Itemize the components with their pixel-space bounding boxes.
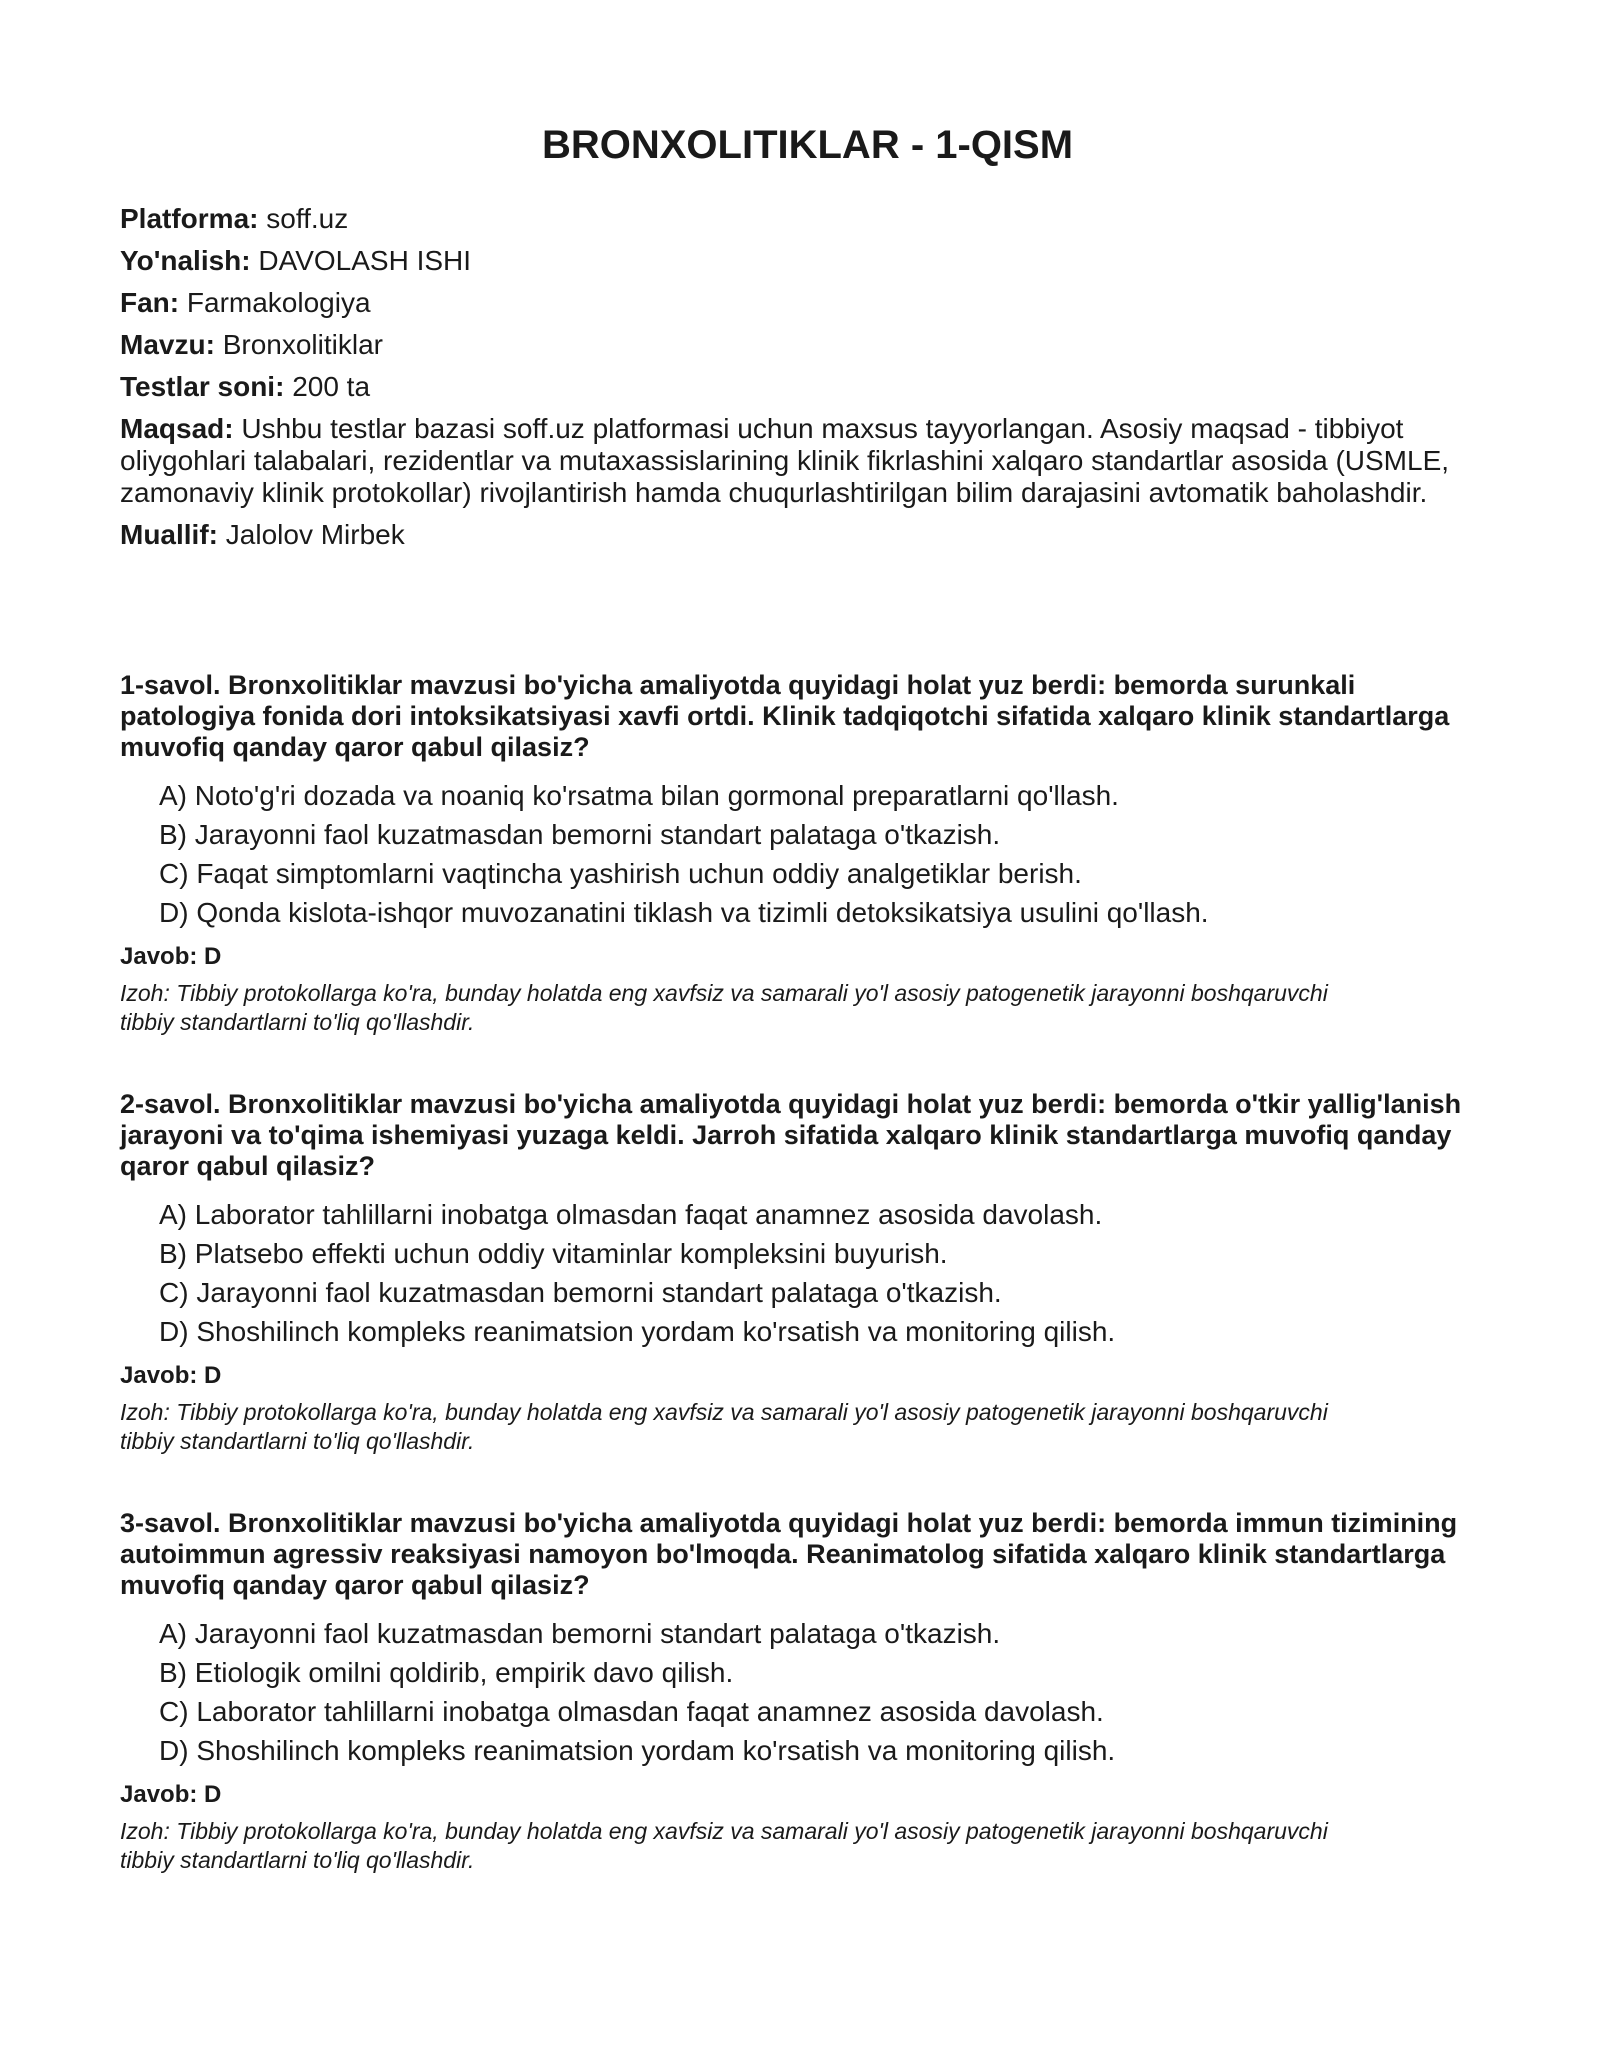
- answer-text: Javob: D: [120, 1362, 222, 1389]
- meta-author: [120, 519, 1480, 551]
- answer-text: Javob: D: [120, 943, 222, 970]
- option-a: A) Laborator tahlillarni inobatga olmasdan faqat anamnez asosida davolash.: [159, 1199, 1103, 1230]
- option-a: A) Jarayonni faol kuzatmasdan bemorni standart palataga o'tkazish.: [159, 1618, 1001, 1649]
- meta-subject: [120, 287, 1480, 319]
- explanation-text: Izoh: Tibbiy protokollarga ko'ra, bunday holatda eng xavfsiz va samarali yo'l asosiy patogenetik jarayonni boshqaruvchi tibbiy standartlarni to'liq qo'llashdir.: [120, 980, 1328, 1035]
- meta-label: Maqsad:: [120, 413, 234, 444]
- question-block: [120, 1508, 1480, 1875]
- option-d: D) Shoshilinch kompleks reanimatsion yordam ko'rsatish va monitoring qilish.: [159, 1735, 1116, 1766]
- meta-label: Muallif:: [120, 519, 218, 550]
- question-text: 1-savol. Bronxolitiklar mavzusi bo'yicha amaliyotda quyidagi holat yuz berdi: bemorda surunkali patologiya fonida dori intoksikatsiyasi xavfi ortdi. Klinik tadqiqotchi sifatida xalqaro klinik standartlarga muvofiq qanday qaror qabul qilasiz?: [120, 670, 1450, 762]
- questions-list: [120, 670, 1480, 1927]
- meta-value: Ushbu testlar bazasi soff.uz platformasi uchun maxsus tayyorlangan. Asosiy maqsad - tibbiyot oliygohlari talabalari, rezidentlar va mutaxassislarining klinik fikrlashini xalqaro standartlar asosida (USMLE, zamonaviy klinik protokollar) rivojlantirish hamda chuqurlashtirilgan bilim darajasini avtomatik baholashdir.: [120, 413, 1450, 508]
- meta-value: Jalolov Mirbek: [225, 519, 405, 550]
- meta-label: Yo'nalish:: [120, 245, 251, 276]
- option-b: B) Platsebo effekti uchun oddiy vitaminlar kompleksini buyurish.: [159, 1238, 948, 1269]
- meta-value: soff.uz: [266, 203, 349, 234]
- meta-label: Mavzu:: [120, 329, 215, 360]
- meta-purpose: [120, 413, 1480, 509]
- option-c: C) Faqat simptomlarni vaqtincha yashirish uchun oddiy analgetiklar berish.: [159, 858, 1082, 889]
- meta-topic: [120, 329, 1480, 361]
- option-d: D) Qonda kislota-ishqor muvozanatini tiklash va tizimli detoksikatsiya usulini qo'llash.: [159, 897, 1209, 928]
- question-block: [120, 670, 1480, 1037]
- meta-platform: [120, 203, 1480, 235]
- meta-label: Fan:: [120, 287, 180, 318]
- metadata-section: [120, 203, 1480, 561]
- question-text: 2-savol. Bronxolitiklar mavzusi bo'yicha amaliyotda quyidagi holat yuz berdi: bemorda o'tkir yallig'lanish jarayoni va to'qima ishemiyasi yuzaga keldi. Jarroh sifatida xalqaro klinik standartlarga muvofiq qanday qaror qabul qilasiz?: [120, 1089, 1462, 1181]
- explanation-text: Izoh: Tibbiy protokollarga ko'ra, bunday holatda eng xavfsiz va samarali yo'l asosiy patogenetik jarayonni boshqaruvchi tibbiy standartlarni to'liq qo'llashdir.: [120, 1818, 1328, 1873]
- meta-value: 200 ta: [292, 371, 371, 402]
- meta-test-count: [120, 371, 1480, 403]
- meta-direction: [120, 245, 1480, 277]
- meta-value: DAVOLASH ISHI: [258, 245, 472, 276]
- option-c: C) Laborator tahlillarni inobatga olmasdan faqat anamnez asosida davolash.: [159, 1696, 1104, 1727]
- option-a: A) Noto'g'ri dozada va noaniq ko'rsatma bilan gormonal preparatlarni qo'llash.: [159, 780, 1119, 811]
- option-b: B) Jarayonni faol kuzatmasdan bemorni standart palataga o'tkazish.: [159, 819, 1001, 850]
- option-b: B) Etiologik omilni qoldirib, empirik davo qilish.: [159, 1657, 734, 1688]
- explanation-text: Izoh: Tibbiy protokollarga ko'ra, bunday holatda eng xavfsiz va samarali yo'l asosiy patogenetik jarayonni boshqaruvchi tibbiy standartlarni to'liq qo'llashdir.: [120, 1399, 1328, 1454]
- options-list: [120, 779, 1480, 929]
- page-title: BRONXOLITIKLAR - 1-QISM: [541, 123, 1074, 167]
- meta-value: Bronxolitiklar: [222, 329, 383, 360]
- meta-label: Platforma:: [120, 203, 259, 234]
- option-d: D) Shoshilinch kompleks reanimatsion yordam ko'rsatish va monitoring qilish.: [159, 1316, 1116, 1347]
- question-text: 3-savol. Bronxolitiklar mavzusi bo'yicha amaliyotda quyidagi holat yuz berdi: bemorda immun tizimining autoimmun agressiv reaksiyasi namoyon bo'lmoqda. Reanimatolog sifatida xalqaro klinik standartlarga muvofiq qanday qaror qabul qilasiz?: [120, 1508, 1458, 1600]
- options-list: [120, 1617, 1480, 1767]
- question-block: [120, 1089, 1480, 1456]
- options-list: [120, 1198, 1480, 1348]
- answer-text: Javob: D: [120, 1781, 222, 1808]
- meta-value: Farmakologiya: [186, 287, 371, 318]
- meta-label: Testlar soni:: [120, 371, 285, 402]
- option-c: C) Jarayonni faol kuzatmasdan bemorni standart palataga o'tkazish.: [159, 1277, 1002, 1308]
